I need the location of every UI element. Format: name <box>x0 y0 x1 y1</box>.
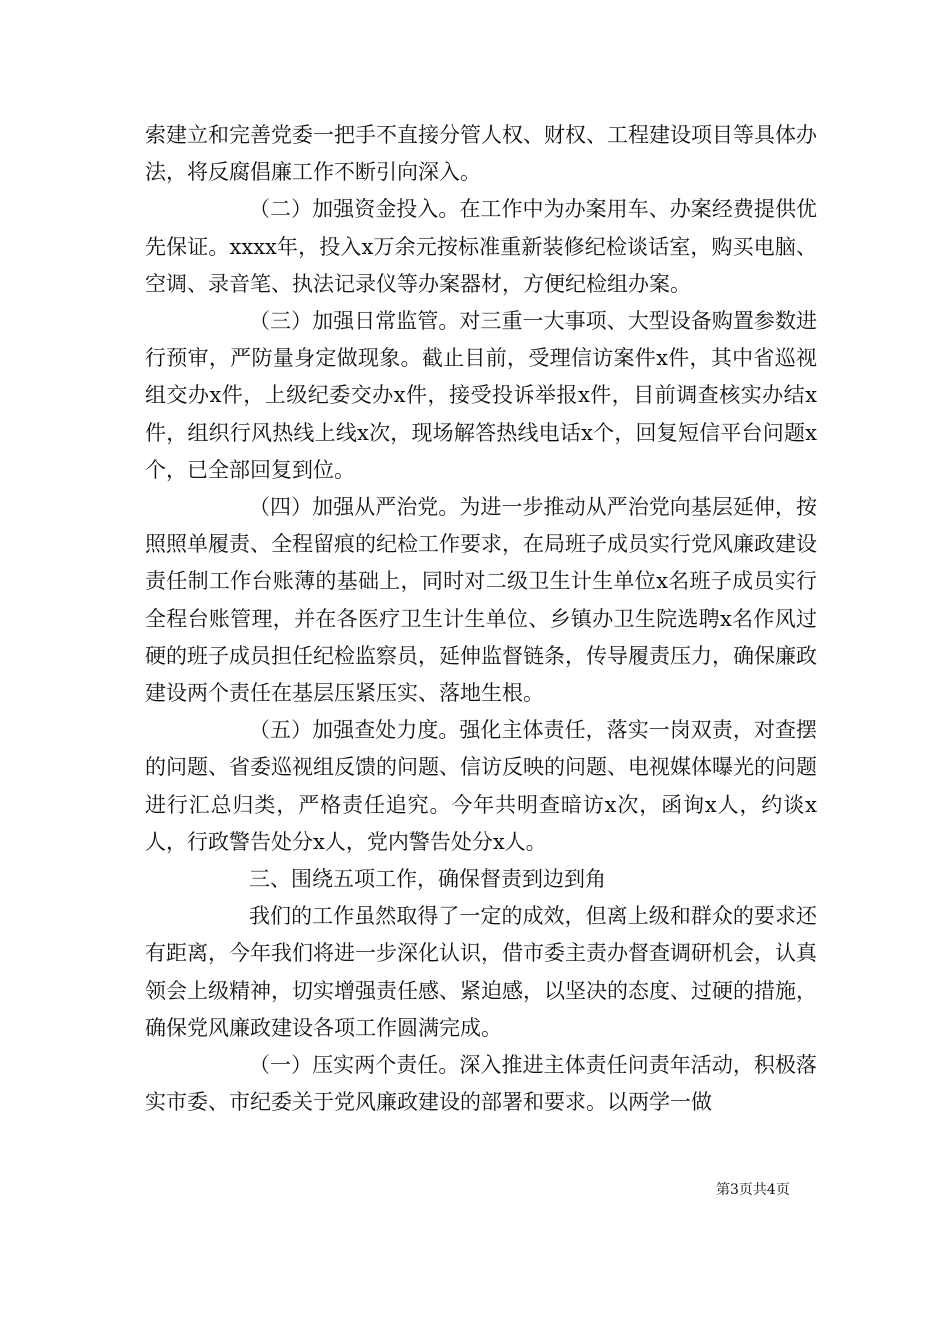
paragraph-responsibility: （一）压实两个责任。深入推进主体责任问责年活动，积极落实市委、市纪委关于党风廉政建设的部署和要求。以两学一做 <box>145 1053 817 1115</box>
paragraph-supervision: （三）加强日常监管。对三重一大事项、大型设备购置参数进行预审，严防量身定做现象。截止目前，受理信访案件x件，其中省巡视组交办x件，上级纪委交办x件，接受投诉举报x件，目前调查核实办结x件，组织行风热线上线x次，现场解答热线电话x个，回复短信平台问题x个，已全部回复到位。 <box>145 309 817 482</box>
paragraph-continuation: 索建立和完善党委一把手不直接分管人权、财权、工程建设项目等具体办法，将反腐倡廉工作不断引向深入。 <box>145 123 817 185</box>
paragraph-funding: （二）加强资金投入。在工作中为办案用车、办案经费提供优先保证。xxxx年，投入x万余元按标准重新装修纪检谈话室，购买电脑、空调、录音笔、执法记录仪等办案器材，方便纪检组办案。 <box>145 197 817 296</box>
paragraph-party-discipline: （四）加强从严治党。为进一步推动从严治党向基层延伸，按照照单履责、全程留痕的纪检工作要求，在局班子成员实行党风廉政建设责任制工作台账薄的基础上，同时对二级卫生计生单位x名班子成员实行全程台账管理，并在各医疗卫生计生单位、乡镇办卫生院选聘x名作风过硬的班子成员担任纪检监察员，延伸监督链条，传导履责压力，确保廉政建设两个责任在基层压紧压实、落地生根。 <box>145 495 817 706</box>
paragraph-outlook: 我们的工作虽然取得了一定的成效，但离上级和群众的要求还有距离，今年我们将进一步深化认识，借市委主责办督查调研机会，认真领会上级精神，切实增强责任感、紧迫感，以坚决的态度、过硬的措施，确保党风廉政建设各项工作圆满完成。 <box>145 904 817 1040</box>
document-body <box>145 117 817 1121</box>
paragraph-investigation: （五）加强查处力度。强化主体责任，落实一岗双责，对查摆的问题、省委巡视组反馈的问题、信访反映的问题、电视媒体曝光的问题进行汇总归类，严格责任追究。今年共明查暗访x次，函询x人，约谈x人，行政警告处分x人，党内警告处分x人。 <box>145 718 817 854</box>
page-number: 第3页共4页 <box>716 1182 790 1198</box>
section-heading-three: 三、围绕五项工作，确保督责到边到角 <box>249 867 606 892</box>
